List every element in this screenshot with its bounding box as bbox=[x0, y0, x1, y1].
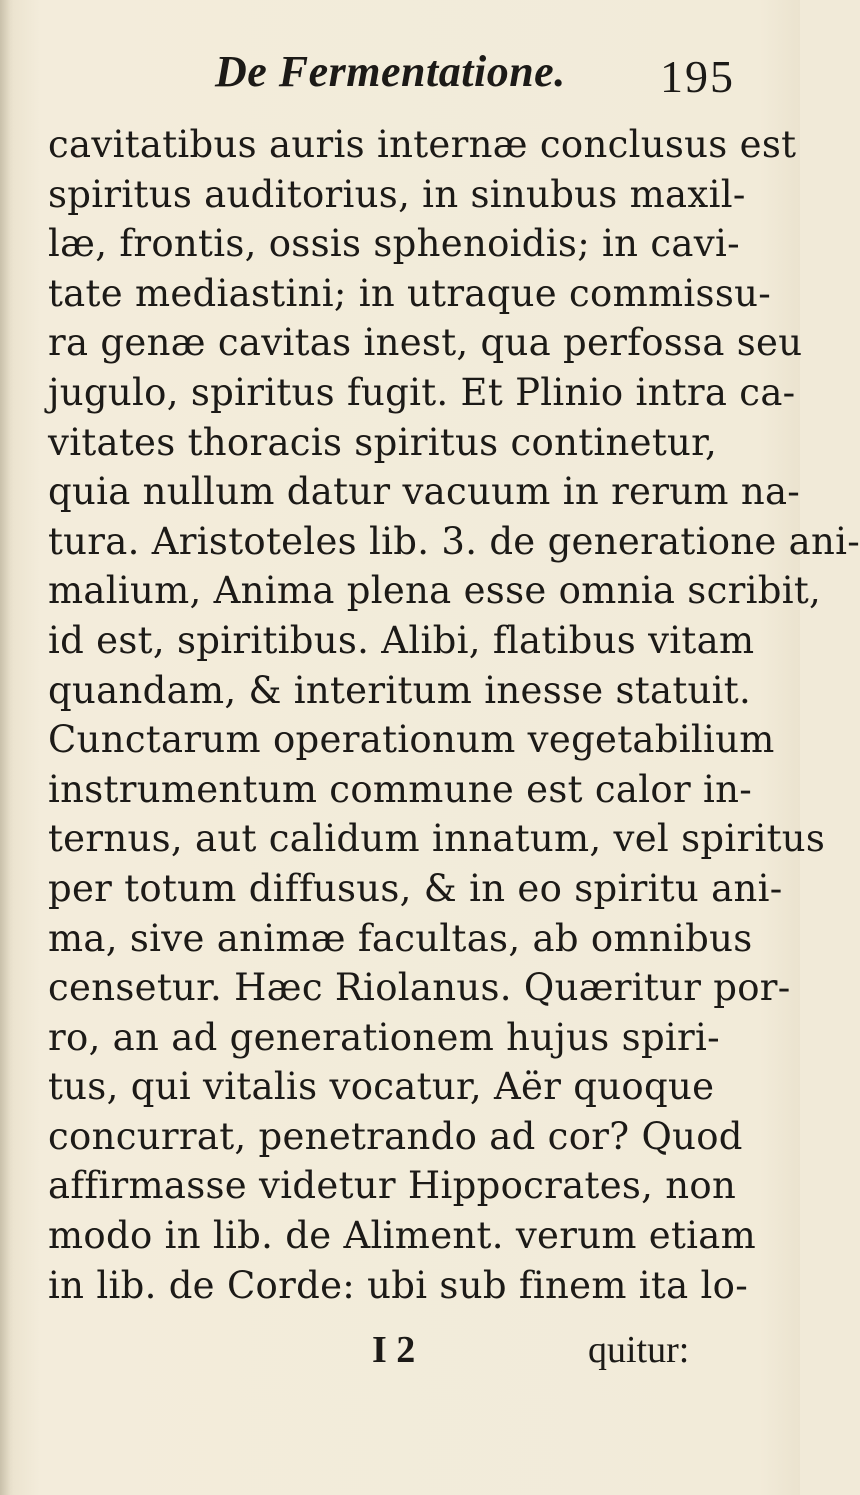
page-number: 195 bbox=[660, 51, 735, 102]
text-line: quandam, & interitum inesse statuit. bbox=[48, 668, 752, 712]
text-line: instrumentum commune est calor in- bbox=[48, 767, 753, 811]
text-line: ra genæ cavitas inest, qua perfossa seu bbox=[48, 321, 803, 365]
signature-mark: I 2 bbox=[372, 1329, 416, 1371]
text-line: ternus, aut calidum innatum, vel spiritus bbox=[48, 817, 826, 861]
text-line: læ, frontis, ossis sphenoidis; in cavi- bbox=[48, 222, 740, 266]
text-line: vitates thoracis spiritus continetur, bbox=[48, 420, 718, 464]
body-text bbox=[48, 120, 860, 1310]
text-line: per totum diffusus, & in eo spiritu ani- bbox=[48, 866, 783, 910]
text-line: Cunctarum operationum vegetabilium bbox=[48, 718, 775, 762]
text-line: quia nullum datur vacuum in rerum na- bbox=[48, 470, 801, 514]
page-gutter-shadow bbox=[0, 0, 10, 1495]
text-line: ro, an ad generationem hujus spiri- bbox=[48, 1015, 720, 1059]
text-line: affirmasse videtur Hippocrates, non bbox=[48, 1164, 737, 1208]
running-head: De Fermentatione. bbox=[215, 47, 566, 96]
text-line: ma, sive animæ facultas, ab omnibus bbox=[48, 916, 753, 960]
page-footer bbox=[0, 1325, 800, 1385]
text-line: in lib. de Corde: ubi sub finem ita lo- bbox=[48, 1263, 749, 1307]
text-line: modo in lib. de Aliment. verum etiam bbox=[48, 1214, 757, 1258]
text-line: malium, Anima plena esse omnia scribit, bbox=[48, 569, 822, 613]
text-line: tate mediastini; in utraque commissu- bbox=[48, 271, 772, 315]
text-line: cavitatibus auris internæ conclusus est bbox=[48, 123, 797, 166]
page-header bbox=[0, 46, 800, 116]
text-line: tura. Aristoteles lib. 3. de generatione ani- bbox=[48, 519, 860, 563]
text-line: tus, qui vitalis vocatur, Aër quoque bbox=[48, 1065, 715, 1109]
text-line: id est, spiritibus. Alibi, flatibus vitam bbox=[48, 618, 755, 662]
text-line: concurrat, penetrando ad cor? Quod bbox=[48, 1114, 743, 1158]
text-line: jugulo, spiritus fugit. Et Plinio intra ca- bbox=[48, 370, 796, 414]
text-line: spiritus auditorius, in sinubus maxil- bbox=[48, 172, 746, 216]
text-line: censetur. Hæc Riolanus. Quæritur por- bbox=[48, 966, 791, 1010]
catchword: quitur: bbox=[588, 1329, 690, 1371]
